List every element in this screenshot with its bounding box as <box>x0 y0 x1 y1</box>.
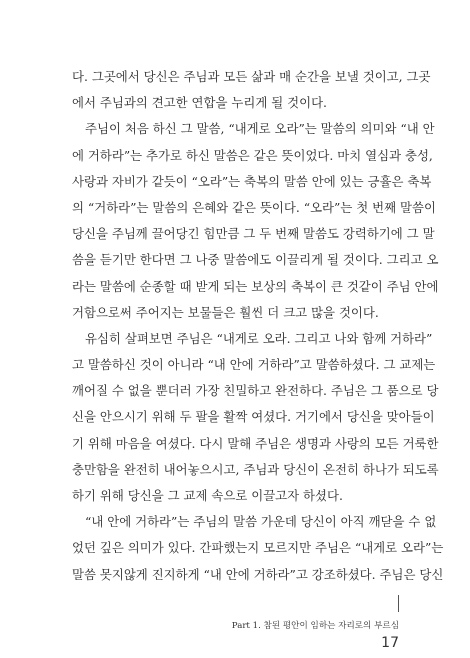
text-line: “내 안에 거하라”는 주님의 말씀 가운데 당신이 아직 깨닫을 수 없 <box>85 514 437 530</box>
text-line: 사랑과 자비가 같듯이 “오라”는 축복의 말씀 안에 있는 긍휼은 축복 <box>72 173 432 189</box>
body-text <box>72 64 444 588</box>
text-line: 신을 안으시기 위해 두 팔을 활짝 여셨다. 거기에서 당신을 맞아들이 <box>72 409 435 425</box>
text-line: 유심히 살펴보면 주님은 “내게로 오라. 그리고 나와 함께 거하라” <box>85 330 433 346</box>
text-line: 에 거하라”는 추가로 하신 말씀은 같은 뜻이었다. 마치 열심과 충성, <box>72 147 433 163</box>
footer-divider <box>398 595 399 612</box>
text-line: 었던 깊은 의미가 있다. 간파했는지 모르지만 주님은 “내게로 오라”는 <box>72 540 444 556</box>
text-line: 당신을 주님께 끌어당긴 힘만큼 그 두 번째 말씀도 강력하기에 그 말 <box>72 226 435 242</box>
text-line: 충만함을 완전히 내어놓으시고, 주님과 당신이 온전히 하나가 되도록 <box>72 461 439 477</box>
text-line: 라는 말씀에 순종할 때 받게 되는 보상의 축복이 큰 것같이 주님 안에 <box>72 278 439 294</box>
text-line: 말씀 못지않게 진지하게 “내 안에 거하라”고 강조하셨다. 주님은 당신 <box>72 566 444 582</box>
text-line: 다. 그곳에서 당신은 주님과 모든 삶과 매 순간을 보낼 것이고, 그곳 <box>72 69 431 84</box>
page-number: 17 <box>381 635 399 651</box>
text-line: 고 말씀하신 것이 아니라 “내 안에 거하라”고 말씀하셨다. 그 교제는 <box>72 357 436 373</box>
text-line: 의 “거하라”는 말씀의 은혜와 같은 뜻이다. “오라”는 첫 번째 말씀이 <box>72 199 436 215</box>
text-line: 깨어질 수 없을 뿐더러 가장 친밀하고 완전하다. 주님은 그 품으로 당 <box>72 383 439 399</box>
running-title: Part 1. 참된 평안이 임하는 자리로의 부르심 <box>231 621 399 631</box>
text-line: 씀을 듣기만 한다면 그 나중 말씀에도 이끌리게 될 것이다. 그리고 오 <box>72 252 439 268</box>
text-line: 주님이 처음 하신 그 말씀, “내게로 오라”는 말씀의 의미와 “내 안 <box>85 121 435 137</box>
text-line: 하기 위해 당신을 그 교제 속으로 이끌고자 하셨다. <box>72 488 343 503</box>
text-line: 거함으로써 주어지는 보물들은 훨씬 더 크고 많을 것이다. <box>72 304 379 320</box>
text-line: 기 위해 마음을 여셨다. 다시 말해 주님은 생명과 사랑의 모든 거룩한 <box>72 435 439 451</box>
text-line: 에서 주님과의 견고한 연합을 누리게 될 것이다. <box>72 95 327 111</box>
